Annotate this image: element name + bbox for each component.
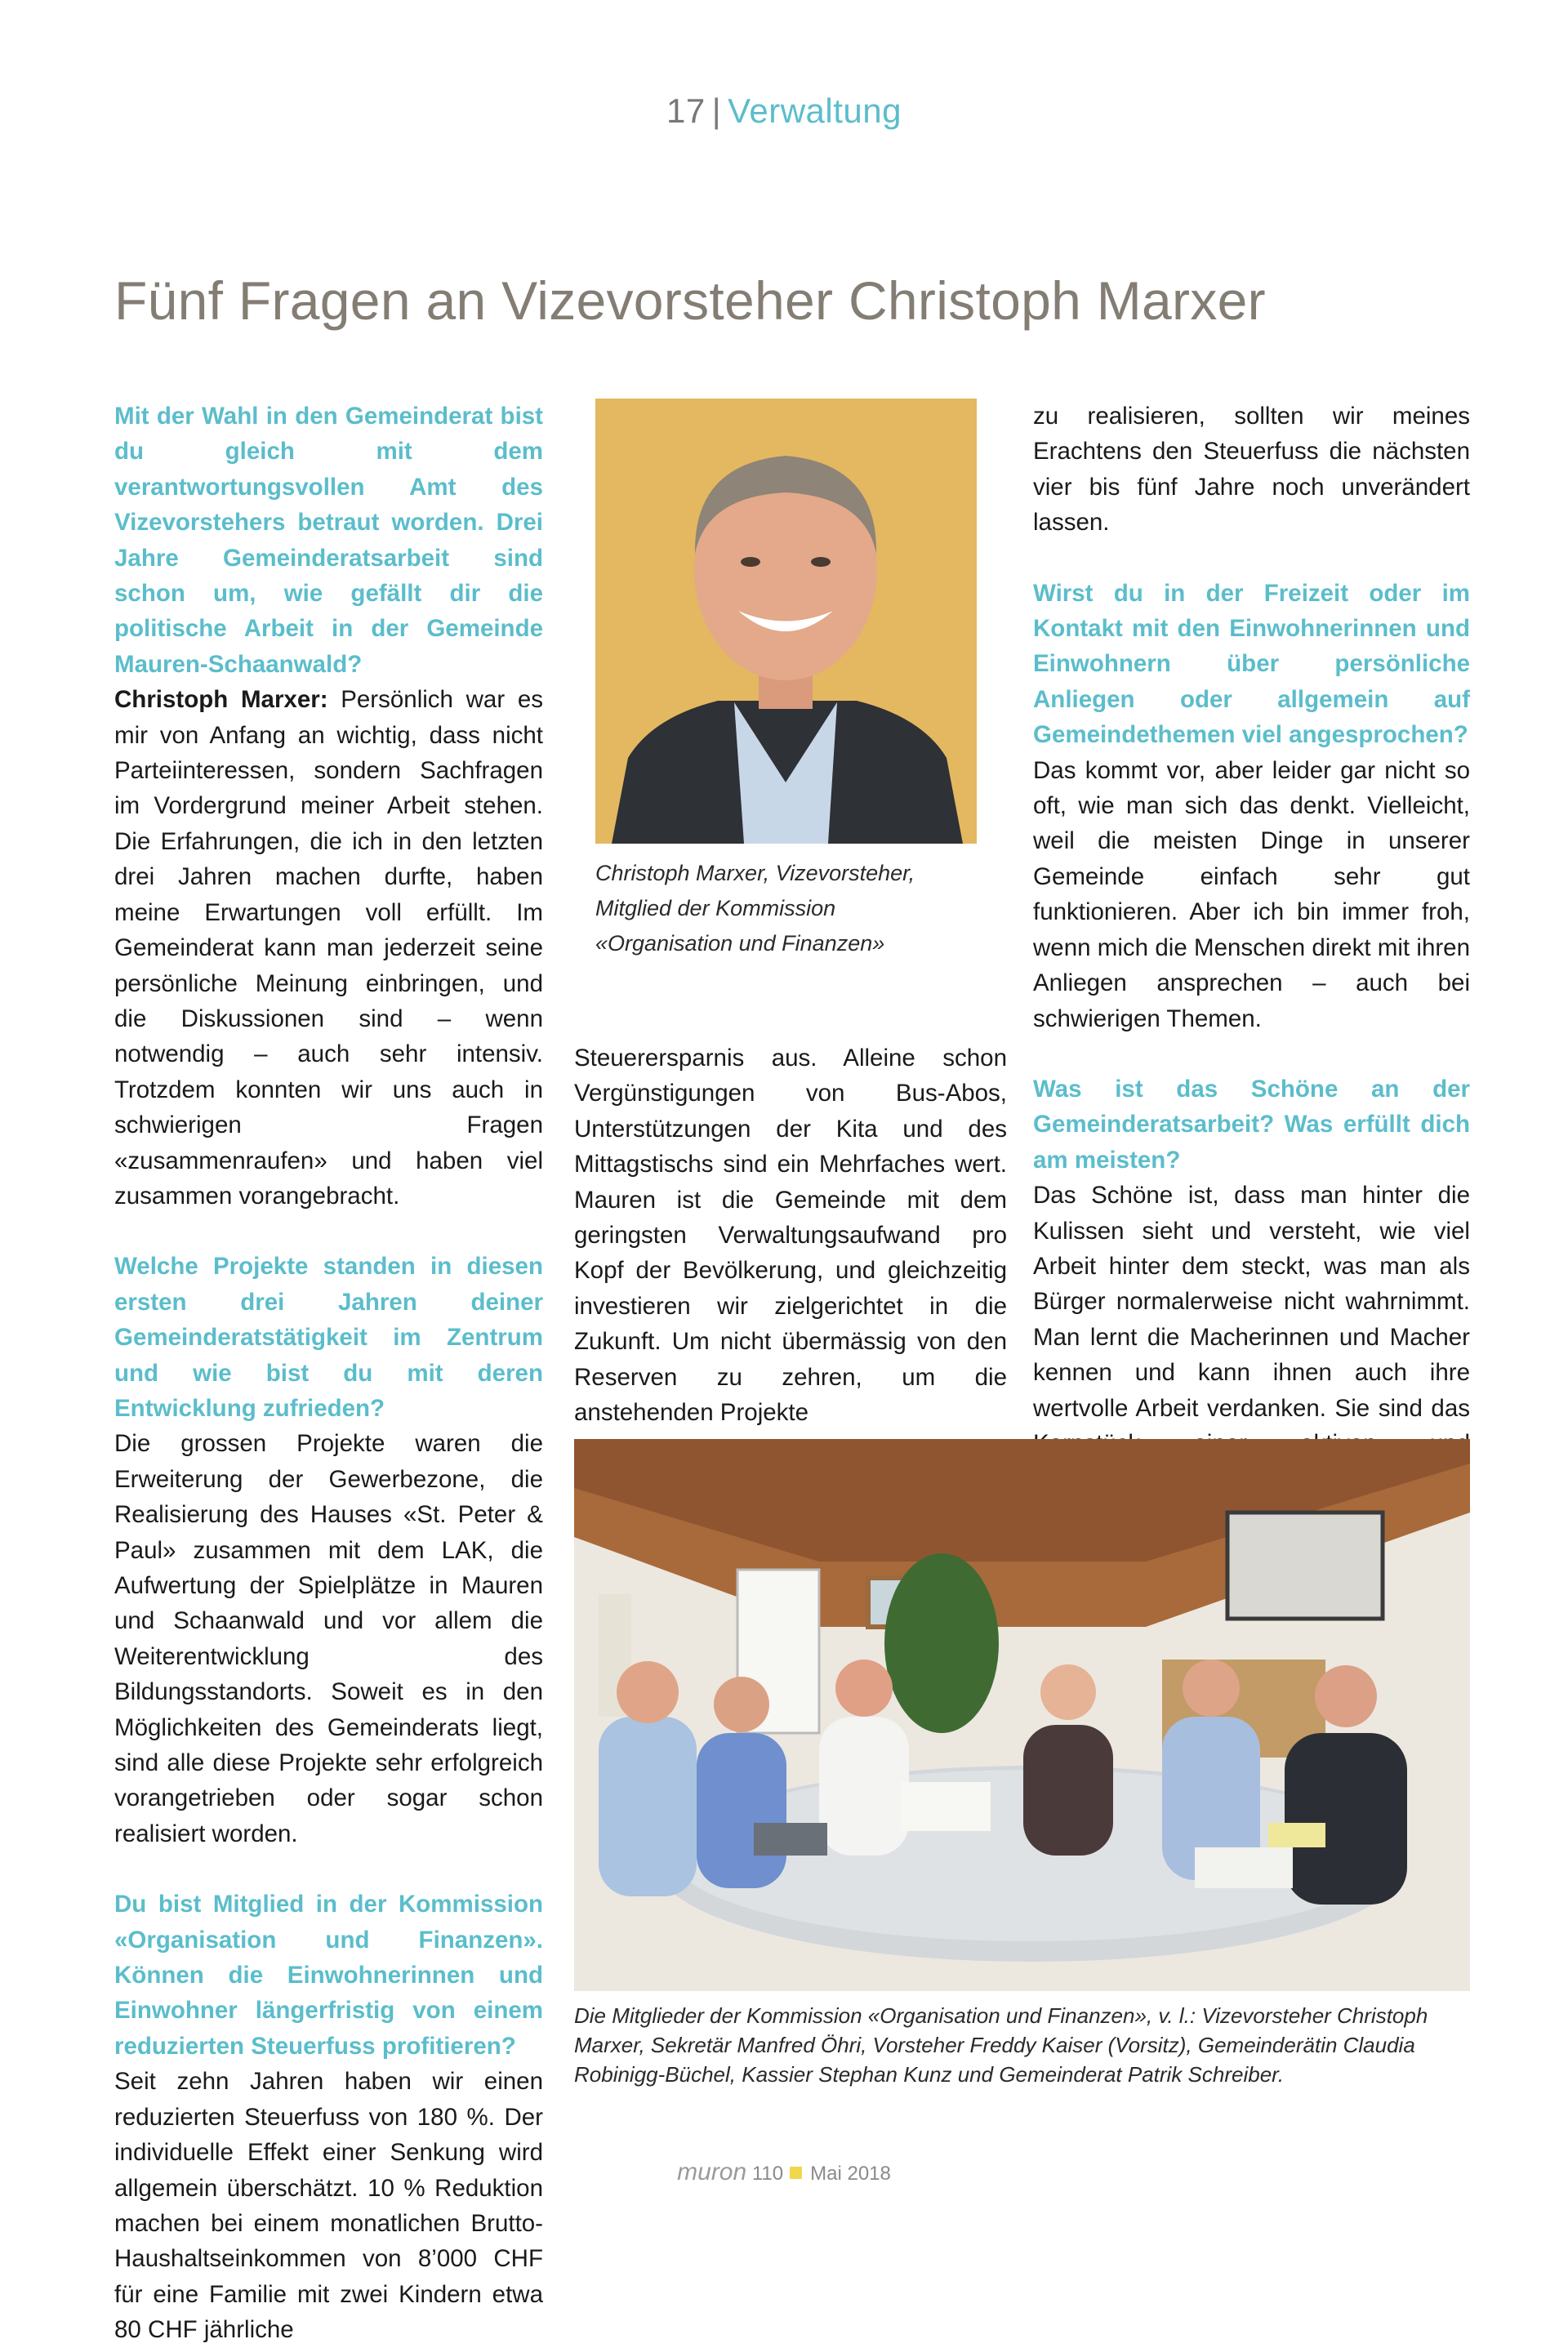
section-name: Verwaltung [728,91,902,130]
question-1: Mit der Wahl in den Gemeinderat bist du gleich mit dem verantwortungsvollen Amt des Vizevorstehers betraut worden. Drei Jahre Gemeinderatsarbeit sind schon um, wie gefällt dir die politische Arbeit in der Gemeinde Mauren-Schaanwald? [114,403,543,678]
portrait-image [595,399,977,844]
portrait-caption-line: «Organisation und Finanzen» [595,931,885,956]
question-3: Du bist Mitglied in der Kommission «Organisation und Finanzen». Können die Einwohnerinnen und Einwohner längerfristig von einem reduzierten Steuerfuss profitieren? [114,1891,543,2060]
answer-2: Die grossen Projekte waren die Erweiterung der Gewerbezone, die Realisierung des Hauses «St. Peter & Paul» zusammen mit dem LAK, die Aufwertung der Spielplätze in Mauren und Schaanwald und vor allem die Weiterentwicklung des Bildungsstandorts. Soweit es in den Möglichkeiten des Gemeinderats liegt, sind alle diese Projekte sehr erfolgreich vorangetrieben oder sogar schon realisiert worden. [114,1430,543,1847]
column-left [114,399,543,2348]
issue-date: Mai 2018 [810,2163,891,2185]
speaker-name: Christoph Marxer: [114,686,328,714]
question-2: Welche Projekte standen in diesen ersten drei Jahren deiner Gemeinderatstätigkeit im Zentrum und wie bist du mit deren Entwicklung zufrieden? [114,1253,543,1422]
magazine-name: muron [677,2159,747,2185]
portrait-caption [595,856,977,961]
page-footer [0,2159,1568,2186]
answer-3-part-1: Seit zehn Jahren haben wir einen reduzierten Steuerfuss von 180 %. Der individuelle Effekt einer Senkung wird allgemein überschätzt. 10 % Reduktion machen bei einem monatlichen Brutto-Haushaltseinkommen von 8’000 CHF für eine Familie mit zwei Kindern etwa 80 CHF jährliche [114,2068,543,2344]
column-middle [574,1040,1007,1430]
answer-5: Das Schöne ist, dass man hinter die Kulissen sieht und versteht, wie viel Arbeit hinter dem steckt, was man als Bürger normalerweise nicht wahrnimmt. Man lernt die Macherinnen und Macher kennen und kann ihnen auch ihre wertvolle Arbeit verdanken. Sie sind das [1033,1182,1470,1422]
portrait-caption-line: Christoph Marxer, Vizevorsteher, [595,861,915,885]
portrait-caption-line: Mitglied der Kommission [595,896,836,920]
page-number: 17 [666,91,706,130]
answer-1-text: Persönlich war es mir von Anfang an wichtig, dass nicht Parteiinteressen, sondern Sachfragen im Vordergrund meiner Arbeit stehen. Die Erfahrungen, die ich in den letzten drei Jahren machen durfte, haben meine Erwartungen voll erfüllt. Im Gemeinderat kann man jederzeit seine persönliche Meinung einbringen, und die Diskussionen sind – wenn notwendig – auch sehr intensiv. Trotzdem konnten wir uns auch in schwierigen Fragen «zusammenraufen» und haben viel zusammen vorangebracht. [114,686,543,1210]
header-separator: | [711,91,722,130]
group-caption: Die Mitglieder der Kommission «Organisation und Finanzen», v. l.: Vizevorsteher Christoph Marxer, Sekretär Manfred Öhri, Vorsteher Freddy Kaiser (Vorsitz), Gemeinderätin Claudia Robinigg-Büchel, Kassier Stephan Kunz und Gemeinderat Patrik Schreiber. [574,2003,1428,2087]
answer-3-part-2: Steuerersparnis aus. Alleine schon Vergünstigungen von Bus-Abos, Unterstützungen der Kita und des Mittagstischs sind ein Mehrfaches wert. Mauren ist die Gemeinde mit dem geringsten Verwaltungsaufwand pro Kopf der Bevölkerung, und gleichzeitig investieren wir zielgerichtet in die Zukunft. Um nicht übermässig von den Reserven zu zehren, um die anstehenden Projekte [574,1045,1007,1427]
group-image [574,1439,1470,1991]
page-header [0,91,1568,131]
group-photo [574,1439,1470,1991]
answer-3-part-3: zu realisieren, sollten wir meines Erachtens den Steuerfuss die nächsten vier bis fünf Jahre noch unverändert lassen. [1033,403,1470,537]
article-title: Fünf Fragen an Vizevorsteher Christoph Marxer [114,270,1266,331]
answer-1 [114,682,543,1214]
question-4: Wirst du in der Freizeit oder im Kontakt mit den Einwohnerinnen und Einwohnern über persönliche Anliegen oder allgemein auf Gemeindethemen viel angesprochen? [1033,579,1470,749]
portrait-photo [595,399,977,844]
column-right [1033,399,1470,1497]
answer-4: Das kommt vor, aber leider gar nicht so oft, wie man sich das denkt. Vielleicht, weil die meisten Dinge in unserer Gemeinde einfach sehr gut funktionieren. Aber ich bin immer froh, wenn mich die Menschen direkt mit ihren Anliegen ansprechen – auch bei schwierigen Themen. [1033,756,1470,1032]
question-5: Was ist das Schöne an der Gemeinderatsarbeit? Was erfüllt dich am meisten? [1033,1075,1470,1174]
footer-accent-square [790,2167,802,2179]
issue-number: 110 [751,2163,784,2185]
